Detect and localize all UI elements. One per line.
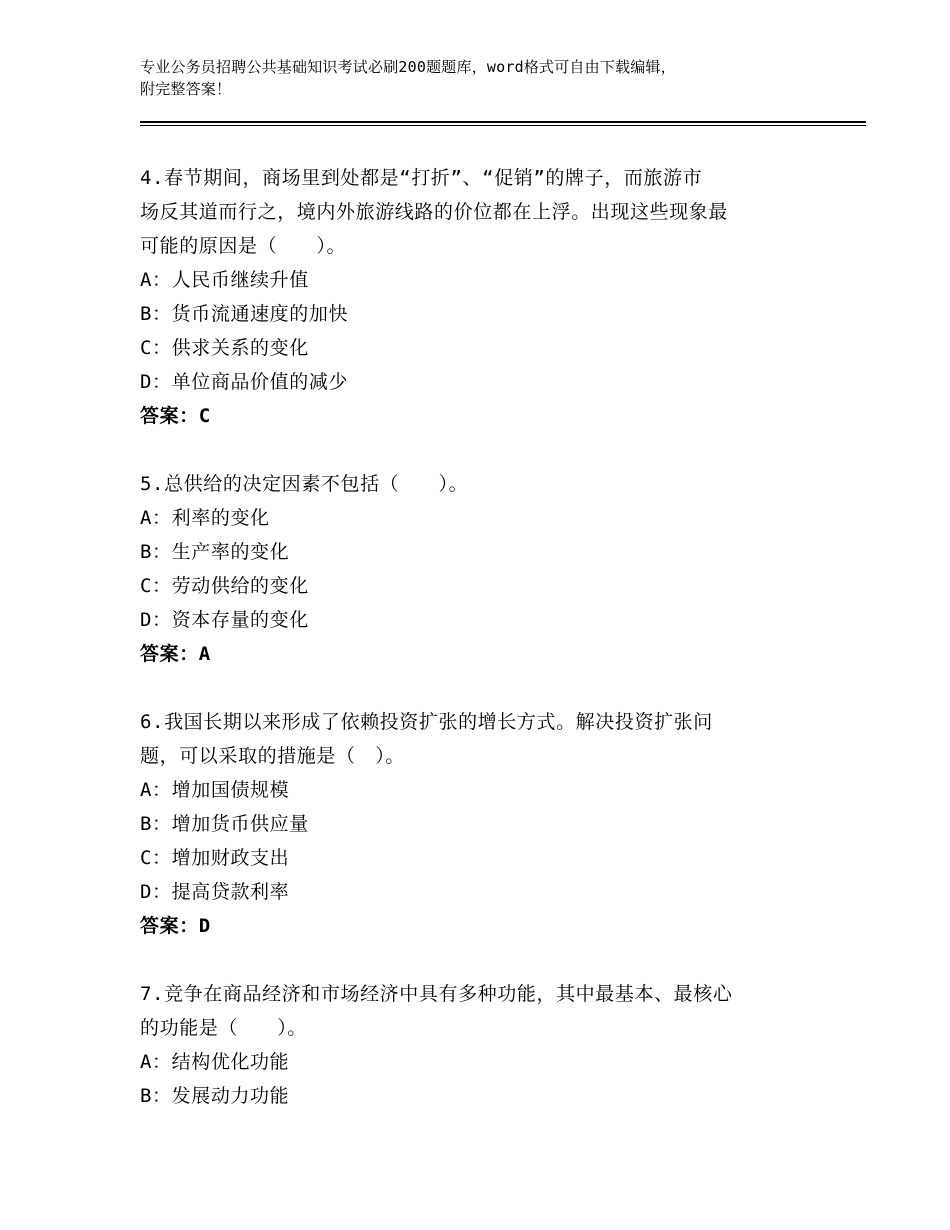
header-rule-thick xyxy=(140,121,866,123)
option-b: B：货币流通速度的加快 xyxy=(140,303,349,325)
option-d: D：单位商品价值的减少 xyxy=(140,371,349,393)
question-7 xyxy=(140,977,820,1113)
question-stem-line: 7.竞争在商品经济和市场经济中具有多种功能，其中最基本、最核心 xyxy=(140,983,733,1005)
option-c: C：增加财政支出 xyxy=(140,847,290,869)
answer-line: 答案：D xyxy=(140,915,211,937)
option-d: D：资本存量的变化 xyxy=(140,609,309,631)
question-spacer xyxy=(140,433,820,467)
question-spacer xyxy=(140,671,820,705)
header-rule-thin xyxy=(140,125,866,126)
question-4 xyxy=(140,161,820,433)
option-a: A：结构优化功能 xyxy=(140,1051,290,1073)
option-b: B：增加货币供应量 xyxy=(140,813,309,835)
option-b: B：发展动力功能 xyxy=(140,1085,290,1107)
question-stem-line: 的功能是（ ）。 xyxy=(140,1017,307,1039)
option-c: C：劳动供给的变化 xyxy=(140,575,309,597)
question-stem-line: 场反其道而行之，境内外旅游线路的价位都在上浮。出现这些现象最 xyxy=(140,201,729,223)
option-b: B：生产率的变化 xyxy=(140,541,290,563)
answer-line: 答案：C xyxy=(140,405,211,427)
question-stem-line: 可能的原因是（ ）。 xyxy=(140,235,347,257)
header-line-2: 附完整答案！ xyxy=(140,80,232,98)
option-c: C：供求关系的变化 xyxy=(140,337,309,359)
question-6 xyxy=(140,705,820,943)
question-stem-line: 题，可以采取的措施是（ ）。 xyxy=(140,745,405,767)
option-d: D：提高贷款利率 xyxy=(140,881,290,903)
option-a: A：增加国债规模 xyxy=(140,779,290,801)
question-stem-line: 5.总供给的决定因素不包括（ ）。 xyxy=(140,473,469,495)
header-line-1: 专业公务员招聘公共基础知识考试必刷200题题库，word格式可自由下载编辑， xyxy=(140,58,676,76)
option-a: A：利率的变化 xyxy=(140,507,270,529)
answer-line: 答案：A xyxy=(140,643,211,665)
question-list xyxy=(140,161,820,1113)
question-stem-line: 6.我国长期以来形成了依赖投资扩张的增长方式。解决投资扩张问 xyxy=(140,711,713,733)
question-spacer xyxy=(140,943,820,977)
question-5 xyxy=(140,467,820,671)
option-a: A：人民币继续升值 xyxy=(140,269,309,291)
document-header xyxy=(140,56,800,100)
question-stem-line: 4.春节期间，商场里到处都是“打折”、“促销”的牌子，而旅游市 xyxy=(140,167,703,189)
